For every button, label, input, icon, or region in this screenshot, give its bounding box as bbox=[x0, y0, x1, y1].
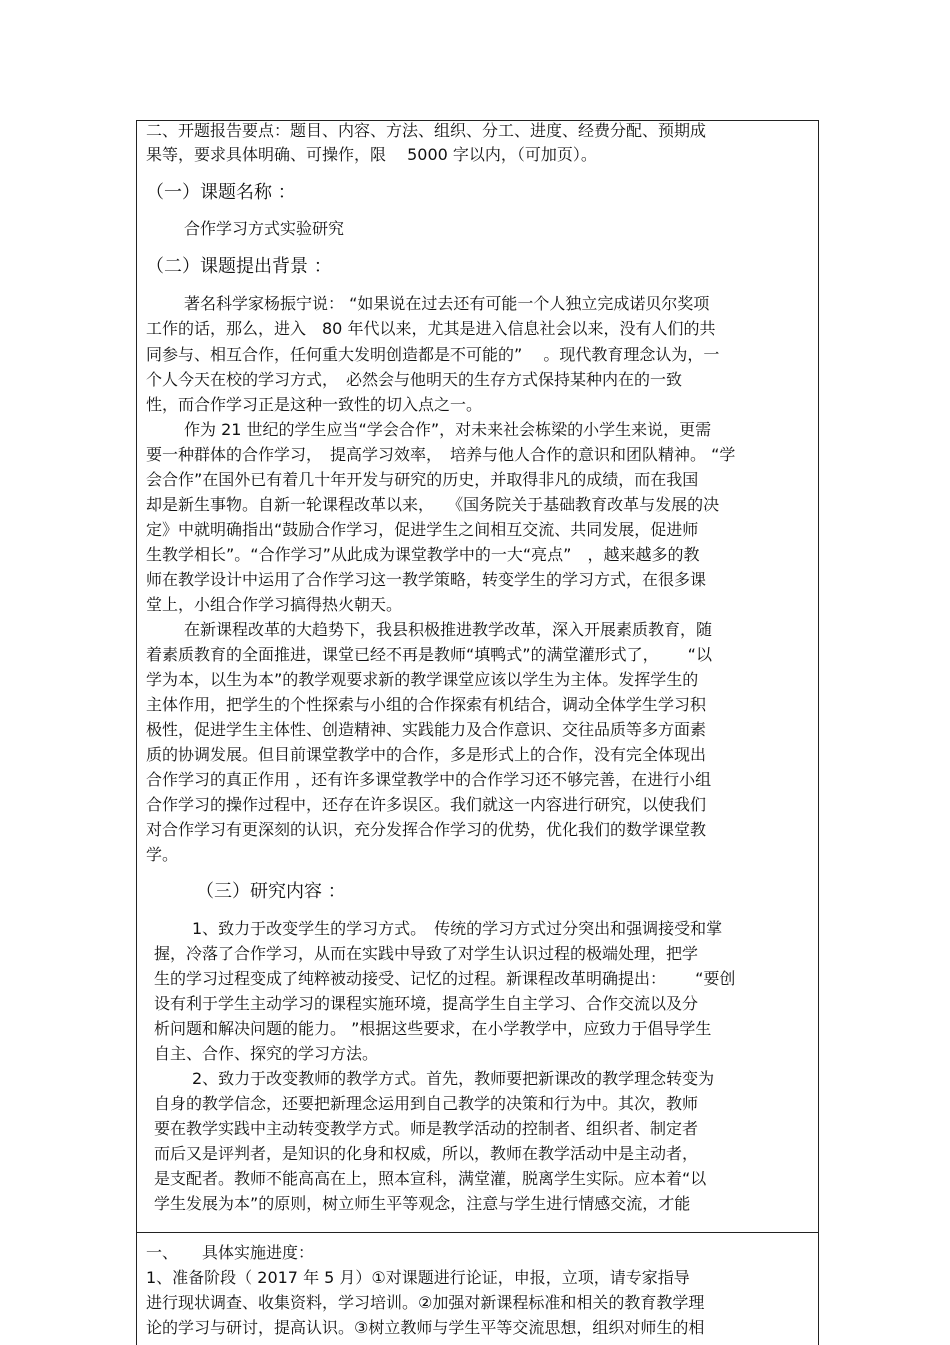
paragraph-line: 定》中就明确指出“鼓励合作学习，促进学生之间相互交流、共同发展，促进师 bbox=[146, 520, 699, 539]
paragraph-line: 自身的教学信念，还要把新理念运用到自己教学的决策和行为中。其次，教师 bbox=[154, 1094, 699, 1113]
paragraph-line: 要一种群体的合作学习， 提高学习效率， 培养与他人合作的意识和团队精神。 “学 bbox=[146, 445, 736, 464]
header-line-1: 二、开题报告要点：题目、内容、方法、组织、分工、进度、经费分配、预期成 bbox=[146, 121, 707, 140]
paragraph-line: 而后又是评判者，是知识的化身和权威，所以，教师在教学活动中是主动者， bbox=[154, 1144, 699, 1163]
section-heading-background: （二）课题提出背景 ： bbox=[146, 256, 332, 277]
paragraph-line: 学生发展为本”的原则，树立师生平等观念，注意与学生进行情感交流，才能 bbox=[154, 1194, 691, 1213]
paragraph-line: 生教学相长”。“合作学习”从此成为课堂教学中的一大“亮点” ，越来越多的教 bbox=[146, 545, 700, 564]
schedule-heading: 具体实施进度： bbox=[202, 1243, 315, 1262]
schedule-heading-number: 一、 bbox=[146, 1243, 179, 1262]
paragraph-line: 握，冷落了合作学习，从而在实践中导致了对学生认识过程的极端处理，把学 bbox=[154, 944, 699, 963]
paragraph-line: 自主、合作、探究的学习方法。 bbox=[154, 1044, 379, 1063]
paragraph-line: 对合作学习有更深刻的认识，充分发挥合作学习的优势，优化我们的数学课堂教 bbox=[146, 820, 707, 839]
paragraph-line: 师在教学设计中运用了合作学习这一教学策略，转变学生的学习方式，在很多课 bbox=[146, 570, 707, 589]
paragraph-line: 质的协调发展。但目前课堂教学中的合作，多是形式上的合作，没有完全体现出 bbox=[146, 745, 707, 764]
paragraph-line: 合作学习的真正作用 ，还有许多课堂教学中的合作学习还不够完善，在进行小组 bbox=[146, 770, 712, 789]
paragraph-line: 合作学习的操作过程中，还存在许多误区。我们就这一内容进行研究，以使我们 bbox=[146, 795, 707, 814]
paragraph-line: 学为本，以生为本”的教学观要求新的教学课堂应该以学生为主体。发挥学生的 bbox=[146, 670, 699, 689]
section-heading-research-content: （三）研究内容 ： bbox=[196, 881, 346, 902]
paragraph-line: 个人今天在校的学习方式， 必然会与他明天的生存方式保持某种内在的一致 bbox=[146, 370, 683, 389]
paragraph-line: 在新课程改革的大趋势下，我县积极推进教学改革，深入开展素质教育，随 bbox=[184, 620, 713, 639]
paragraph-line: 设有利于学生主动学习的课程实施环境，提高学生自主学习、合作交流以及分 bbox=[154, 994, 699, 1013]
paragraph-line: 性，而合作学习正是这种一致性的切入点之一。 bbox=[146, 395, 483, 414]
schedule-line: 论的学习与研讨，提高认识。③树立教师与学生平等交流思想，组织对师生的相 bbox=[146, 1318, 705, 1337]
paragraph-line: 着素质教育的全面推进，课堂已经不再是教师“填鸭式”的满堂灌形式了， “以 bbox=[146, 645, 712, 664]
paragraph-line: 学。 bbox=[146, 845, 179, 864]
paragraph-line: 会合作”在国外已有着几十年开发与研究的历史，并取得非凡的成绩，而在我国 bbox=[146, 470, 699, 489]
topic-name: 合作学习方式实验研究 bbox=[184, 219, 345, 238]
paragraph-line: 要在教学实践中主动转变教学方式。师是教学活动的控制者、组织者、制定者 bbox=[154, 1119, 699, 1138]
paragraph-line: 是支配者。教师不能高高在上，照本宣科，满堂灌，脱离学生实际。应本着“以 bbox=[154, 1169, 707, 1188]
schedule-line: 1、准备阶段（ 2017 年 5 月）①对课题进行论证，申报，立项，请专家指导 bbox=[146, 1268, 690, 1287]
header-line-2: 果等，要求具体明确、可操作，限 5000 字以内，（可加页）。 bbox=[146, 145, 597, 164]
paragraph-line: 工作的话，那么，进入 80 年代以来，尤其是进入信息社会以来，没有人们的共 bbox=[146, 319, 716, 338]
paragraph-line: 1、致力于改变学生的学习方式。 传统的学习方式过分突出和强调接受和掌 bbox=[192, 919, 723, 938]
paragraph-line: 主体作用，把学生的个性探索与小组的合作探索有机结合，调动全体学生学习积 bbox=[146, 695, 707, 714]
paragraph-line: 2、致力于改变教师的教学方式。首先，教师要把新课改的教学理念转变为 bbox=[192, 1069, 715, 1088]
paragraph-line: 著名科学家杨振宁说： “如果说在过去还有可能一个人独立完成诺贝尔奖项 bbox=[184, 294, 710, 313]
paragraph-line: 析问题和解决问题的能力。 ”根据这些要求，在小学教学中，应致力于倡导学生 bbox=[154, 1019, 712, 1038]
section-heading-topic: （一）课题名称 ： bbox=[146, 182, 296, 203]
schedule-line: 进行现状调查、收集资料，学习培训。②加强对新课程标准和相关的教育教学理 bbox=[146, 1293, 705, 1312]
paragraph-line: 堂上，小组合作学习搞得热火朝天。 bbox=[146, 595, 403, 614]
paragraph-line: 同参与、相互合作，任何重大发明创造都是不可能的” 。现代教育理念认为，一 bbox=[146, 345, 720, 364]
paragraph-line: 极性，促进学生主体性、创造精神、实践能力及合作意识、交往品质等多方面素 bbox=[146, 720, 707, 739]
paragraph-line: 作为 21 世纪的学生应当“学会合作”，对未来社会栋梁的小学生来说，更需 bbox=[184, 420, 712, 439]
paragraph-line: 却是新生事物。自新一轮课程改革以来， 《国务院关于基础教育改革与发展的决 bbox=[146, 495, 720, 514]
paragraph-line: 生的学习过程变成了纯粹被动接受、记忆的过程。新课程改革明确提出： “要创 bbox=[154, 969, 736, 988]
